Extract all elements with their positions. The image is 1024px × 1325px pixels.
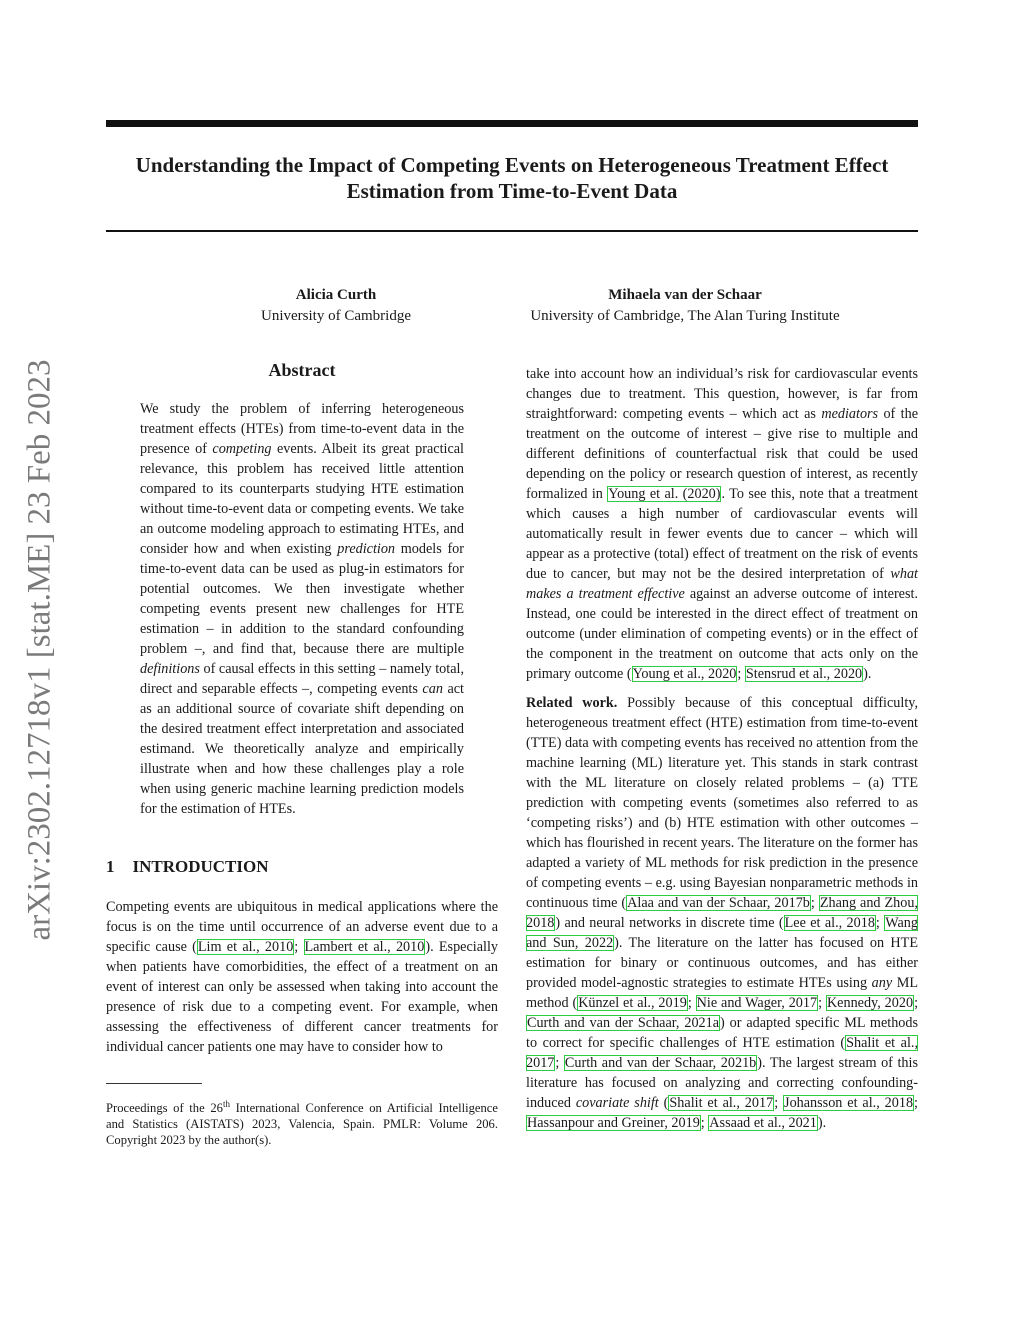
emphasis: mediators xyxy=(821,406,879,422)
text-run: ). Especially when patients have comorbidities, the effect of a treatment on an event of interest can only be assessed when taking into account the presence of risk due to a competing event. For example, when assessing the effectiveness of different cancer treatments for individual cancer patients one may have to consider how to xyxy=(106,939,498,1055)
emphasis: can xyxy=(422,681,443,697)
citation-link[interactable]: Stensrud et al., 2020 xyxy=(745,666,863,682)
intro-paragraph xyxy=(106,897,498,1057)
author-block xyxy=(500,285,870,327)
citation-link[interactable]: Shalit et al., 2017 xyxy=(526,1035,918,1071)
abstract-heading: Abstract xyxy=(268,360,336,380)
text-run: of causal effects in this setting – namely total, direct and separable effects –, competing events xyxy=(140,661,464,697)
paper-title: Understanding the Impact of Competing Events on Heterogeneous Treatment Effect Estimation from Time-to-Event Data xyxy=(135,153,889,203)
text-run: against an adverse outcome of interest. Instead, one could be interested in the direct effect of treatment on outcome (under elimination of competing events) or in the effect of the component in the treatment on outcome that acts only on the primary outcome ( xyxy=(526,586,918,682)
citation-link[interactable]: Shalit et al., 2017 xyxy=(669,1095,774,1111)
citation-link[interactable]: Lambert et al., 2010 xyxy=(304,939,425,955)
right-column xyxy=(526,364,918,1133)
section-heading-introduction xyxy=(106,857,498,877)
intro-paragraph-continued xyxy=(526,364,918,684)
text-run: ; xyxy=(914,995,919,1011)
text-run: ; xyxy=(555,1055,564,1071)
citation-link[interactable]: Curth and van der Schaar, 2021b xyxy=(564,1055,757,1071)
section-number: 1 xyxy=(106,857,115,876)
citation-link[interactable]: Nie and Wager, 2017 xyxy=(696,995,818,1011)
abstract-body xyxy=(140,399,464,819)
author-block xyxy=(236,285,436,327)
related-work-paragraph xyxy=(526,693,918,1133)
emphasis: covariate shift xyxy=(575,1095,659,1111)
text-run: We study the problem of inferring heterogeneous treatment effects (HTEs) from time-to-event data in the presence of xyxy=(140,401,464,457)
section-title: INTRODUCTION xyxy=(132,857,269,876)
text-run: act as an additional source of covariate shift depending on the desired treatment effect interpretation and associated estimand. We theoretically analyze and empirically illustrate when and how these challenges play a role when using generic machine learning prediction models for the estimation of HTEs. xyxy=(140,681,464,817)
text-run: ML method ( xyxy=(526,975,918,1011)
citation-link[interactable]: Hassanpour and Greiner, 2019 xyxy=(527,1115,700,1131)
text-run: ; xyxy=(737,666,745,682)
run-in-heading: Related work. xyxy=(526,695,618,711)
text-run: take into account how an individual’s risk for cardiovascular events changes due to treatment. This question, however, is far from straightforward: competing events – which act as xyxy=(526,366,918,422)
proceedings-footnote xyxy=(106,1096,498,1148)
text-run: ) or adapted specific ML methods to correct for specific challenges of HTE estimation ( xyxy=(526,1015,919,1051)
text-run: ; xyxy=(700,1115,709,1131)
text-run: models for time-to-event data can be used as plug-in estimators for potential outcomes. We then investigate whether competing events present new challenges for HTE estimation – in addition to the standard confounding problem –, and find that, because there are multiple xyxy=(140,541,464,657)
title-bottom-rule xyxy=(106,230,918,232)
text-run: ). xyxy=(817,1115,827,1131)
text-run: ; xyxy=(294,939,304,955)
emphasis: prediction xyxy=(337,541,396,557)
text-run: ; xyxy=(914,1095,918,1111)
text-run: of the treatment on the outcome of interest – give rise to multiple and different definitions of counterfactual risk that could be used depending on the policy or research question of interest, as recently formalized in xyxy=(526,406,918,502)
citation-link[interactable]: Johansson et al., 2018 xyxy=(784,1095,914,1111)
emphasis: competing xyxy=(212,441,272,457)
emphasis: definitions xyxy=(140,661,200,677)
citation-link[interactable]: Wang and Sun, 2022 xyxy=(526,915,918,951)
author-name: Alicia Curth xyxy=(295,287,377,303)
text-run: ; xyxy=(875,915,885,931)
text-run: ( xyxy=(658,1095,669,1111)
text-run: ; xyxy=(810,895,819,911)
emphasis: what makes a treatment effective xyxy=(526,566,918,602)
footnote-rule xyxy=(106,1083,202,1084)
citation-link[interactable]: Assaad et al., 2021 xyxy=(709,1115,817,1131)
text-run: ). The largest stream of this literature has focused on analyzing and correcting confounding-induced xyxy=(526,1055,918,1111)
text-run: International Conference on Artificial Intelligence and Statistics (AISTATS) 2023, Valencia, Spain. PMLR: Volume 206. Copyright 2023 by the author(s). xyxy=(106,1101,498,1148)
citation-link[interactable]: Lim et al., 2010 xyxy=(197,939,294,955)
text-run: ; xyxy=(687,995,696,1011)
citation-link[interactable]: Young et al., 2020 xyxy=(632,666,737,682)
citation-link[interactable]: Young et al. (2020) xyxy=(608,486,721,502)
author-affiliation: University of Cambridge xyxy=(261,308,411,324)
text-run: Competing events are ubiquitous in medical applications where the focus is on the time until occurrence of an adverse event due to a specific cause ( xyxy=(106,899,498,955)
text-run: ). The literature on the latter has focused on HTE estimation for binary or continuous outcomes, and has either provided model-agnostic strategies to estimate HTEs using xyxy=(526,935,918,991)
text-run: ; xyxy=(818,995,826,1011)
citation-link[interactable]: Lee et al., 2018 xyxy=(784,915,875,931)
citation-link[interactable]: Curth and van der Schaar, 2021a xyxy=(527,1015,720,1031)
left-column xyxy=(106,360,498,1148)
text-run: . To see this, note that a treatment which causes a high number of cardiovascular events will automatically result in fewer events due to cancer – which will appear as a protective (total) effect of treatment on the risk of events due to cancer, but may not be the desired interpretation of xyxy=(526,486,918,582)
text-run: ) and neural networks in discrete time ( xyxy=(555,915,784,931)
text-run: ; xyxy=(774,1095,784,1111)
title-top-rule xyxy=(106,120,918,127)
citation-link[interactable]: Künzel et al., 2019 xyxy=(578,995,687,1011)
emphasis: any xyxy=(871,975,893,991)
citation-link[interactable]: Zhang and Zhou, 2018 xyxy=(526,895,918,931)
text-run: events. Albeit its great practical relevance, this problem has received little attention compared to its counterparts studying HTE estimation without time-to-event data or competing events. We take an outcome modeling approach to estimating HTEs, and consider how and when existing xyxy=(140,441,464,557)
citation-link[interactable]: Alaa and van der Schaar, 2017b xyxy=(627,895,810,911)
superscript: th xyxy=(222,1099,230,1109)
arxiv-identifier: arXiv:2302.12718v1 [stat.ME] 23 Feb 2023 xyxy=(21,359,58,941)
citation-link[interactable]: Kennedy, 2020 xyxy=(826,995,914,1011)
author-name: Mihaela van der Schaar xyxy=(608,287,762,303)
author-affiliation: University of Cambridge, The Alan Turing Institute xyxy=(530,308,840,324)
text-run: ). xyxy=(863,666,872,682)
text-run: Proceedings of the 26 xyxy=(106,1101,223,1116)
text-run: Possibly because of this conceptual difficulty, heterogeneous treatment effect (HTE) estimation from time-to-event (TTE) data with competing events has received no attention from the machine learning (ML) literature yet. This stands in stark contrast with the ML literature on closely related problems – (a) TTE prediction with competing events (sometimes also referred to as ‘competing risks’) and (b) HTE estimation with other outcomes – which has flourished in recent years. The literature on the former has adapted a variety of ML methods for risk prediction in the presence of competing events – e.g. using Bayesian nonparametric methods in continuous time ( xyxy=(526,695,918,911)
